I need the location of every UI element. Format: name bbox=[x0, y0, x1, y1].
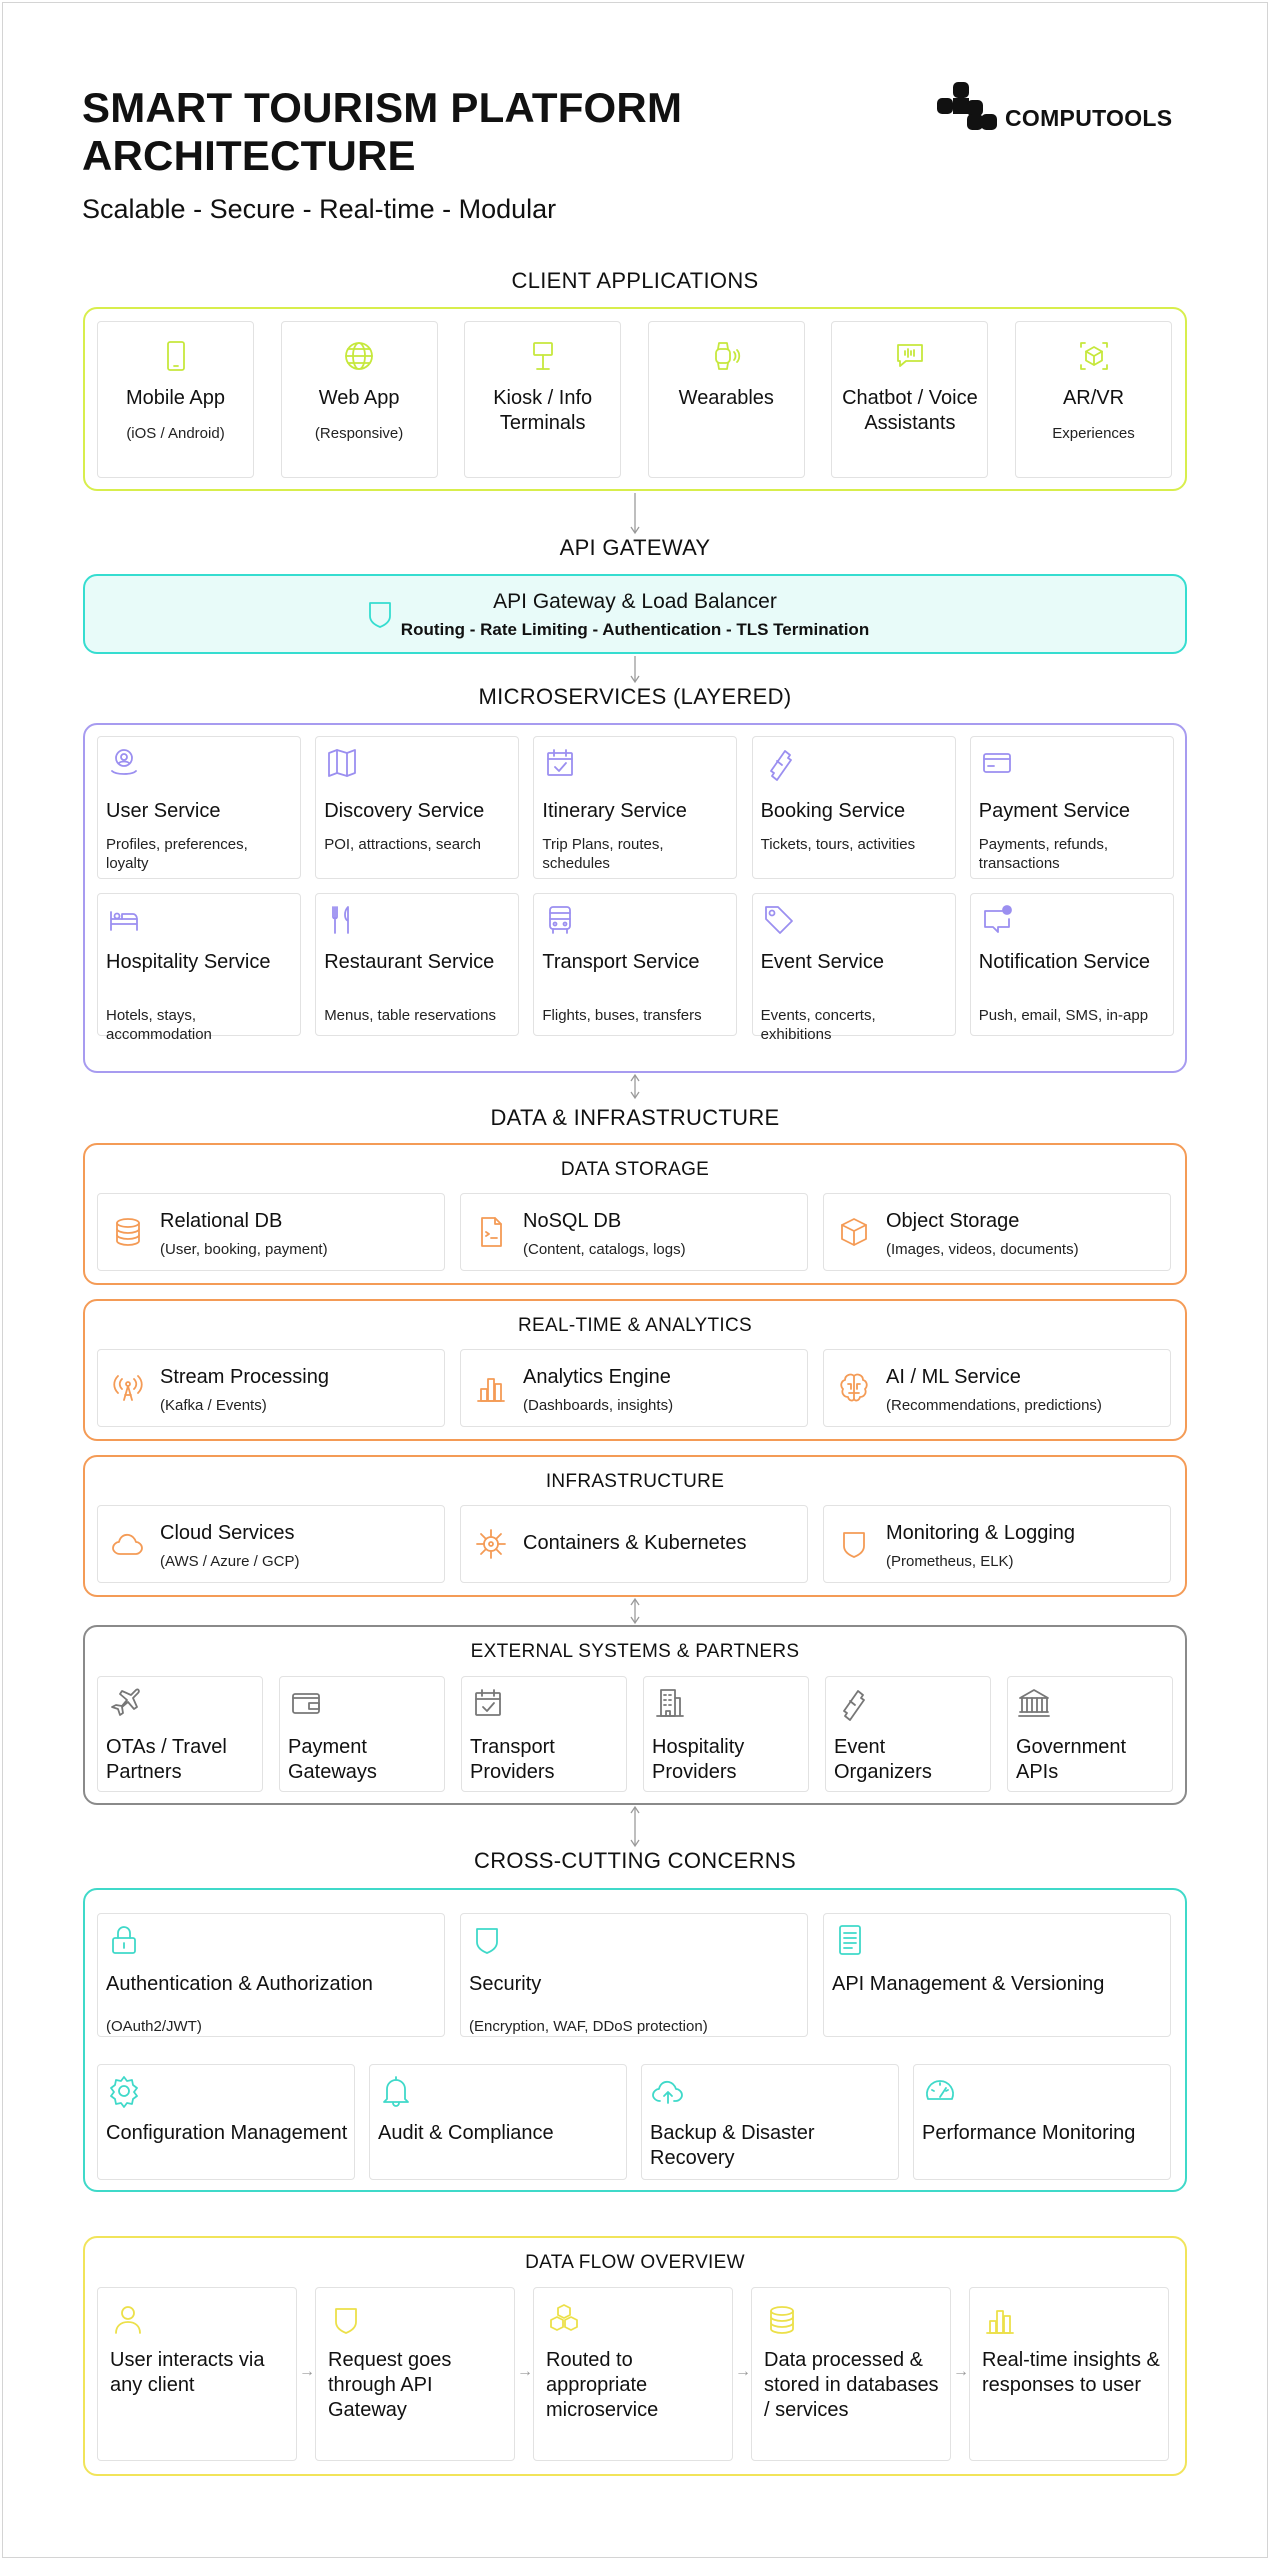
microservice-card bbox=[97, 736, 301, 879]
microservice-description: Trip Plans, routes, schedules bbox=[542, 836, 664, 872]
gear-icon bbox=[106, 2073, 142, 2109]
flow-arrow-icon: → bbox=[299, 2363, 315, 2380]
client-app-subtitle: Experiences bbox=[1052, 425, 1135, 442]
bed-icon bbox=[106, 902, 142, 938]
kiosk-icon bbox=[525, 338, 561, 374]
wallet-icon bbox=[288, 1685, 324, 1721]
microservice-card bbox=[533, 736, 737, 879]
client-app-card bbox=[648, 321, 805, 478]
ticket-icon bbox=[761, 745, 797, 781]
brain-icon bbox=[836, 1370, 872, 1406]
external-partner-card bbox=[1007, 1676, 1173, 1792]
client-app-title: Mobile App bbox=[126, 387, 225, 409]
user-pin-icon bbox=[106, 745, 142, 781]
external-partner-title: OTAs / Travel Partners bbox=[106, 1736, 227, 1783]
data-infra-heading: DATA & INFRASTRUCTURE bbox=[490, 1105, 780, 1130]
helm-icon bbox=[473, 1526, 509, 1562]
document-icon bbox=[473, 1214, 509, 1250]
crosscut-title: Audit & Compliance bbox=[378, 2122, 554, 2144]
client-app-card bbox=[97, 321, 254, 478]
data-infra-card bbox=[460, 1505, 808, 1583]
client-app-title: Web App bbox=[318, 387, 400, 409]
data-storage-heading: DATA STORAGE bbox=[560, 1159, 710, 1180]
external-partner-title: Government APIs bbox=[1016, 1736, 1127, 1783]
crosscut-subtitle: (Encryption, WAF, DDoS protection) bbox=[469, 2018, 708, 2035]
data-flow-step bbox=[533, 2287, 733, 2461]
cloud-icon bbox=[110, 1526, 146, 1562]
gauge-icon bbox=[922, 2073, 958, 2109]
client-apps-heading: CLIENT APPLICATIONS bbox=[511, 268, 759, 293]
data-infra-subtitle: (Prometheus, ELK) bbox=[886, 1553, 1014, 1570]
data-infra-subtitle: (Dashboards, insights) bbox=[523, 1397, 674, 1414]
crosscut-title: Backup & Disaster Recovery bbox=[650, 2122, 815, 2169]
infrastructure-heading: INFRASTRUCTURE bbox=[545, 1471, 725, 1492]
data-infra-title: Stream Processing bbox=[160, 1366, 329, 1388]
client-app-subtitle: (iOS / Android) bbox=[126, 425, 225, 442]
client-app-title: Kiosk / Info Terminals bbox=[493, 387, 593, 434]
data-infra-subtitle: (Images, videos, documents) bbox=[886, 1241, 1079, 1258]
data-infra-card bbox=[97, 1505, 445, 1583]
shield-icon bbox=[836, 1526, 872, 1562]
bar-chart-icon bbox=[982, 2302, 1018, 2338]
client-app-card bbox=[464, 321, 621, 478]
microservice-card bbox=[315, 736, 519, 879]
microservice-description: Push, email, SMS, in-app bbox=[978, 1007, 1149, 1024]
data-infra-subtitle: (Recommendations, predictions) bbox=[886, 1397, 1102, 1414]
external-partner-card bbox=[461, 1676, 627, 1792]
external-partner-card bbox=[643, 1676, 809, 1792]
data-infra-subtitle: (User, booking, payment) bbox=[160, 1241, 328, 1258]
data-flow-step-text: User interacts via any client bbox=[110, 2349, 265, 2396]
microservice-description: Payments, refunds, transactions bbox=[978, 836, 1109, 872]
data-flow-heading: DATA FLOW OVERVIEW bbox=[525, 2252, 745, 2273]
external-partner-card bbox=[279, 1676, 445, 1792]
client-app-card bbox=[1015, 321, 1172, 478]
crosscut-card bbox=[913, 2064, 1171, 2180]
gateway-features: Routing - Rate Limiting - Authentication - TLS Termination bbox=[400, 620, 870, 639]
smartwatch-icon bbox=[708, 338, 744, 374]
external-partner-card bbox=[825, 1676, 991, 1792]
broadcast-icon bbox=[110, 1370, 146, 1406]
logo-text: COMPUTOOLS bbox=[1005, 104, 1173, 131]
ar-cube-icon bbox=[1076, 338, 1112, 374]
database-icon bbox=[110, 1214, 146, 1250]
data-infra-card bbox=[460, 1193, 808, 1271]
tag-icon bbox=[761, 902, 797, 938]
data-infra-title: Analytics Engine bbox=[523, 1366, 671, 1388]
crosscut-title: Security bbox=[469, 1973, 542, 1995]
flow-arrow-icon: → bbox=[953, 2363, 969, 2380]
data-infra-title: AI / ML Service bbox=[886, 1366, 1021, 1388]
chat-voice-icon bbox=[892, 338, 928, 374]
shield-icon bbox=[469, 1922, 505, 1958]
data-flow-step bbox=[969, 2287, 1169, 2461]
user-icon bbox=[110, 2302, 146, 2338]
microservice-description: POI, attractions, search bbox=[324, 836, 481, 853]
page-title: SMART TOURISM PLATFORM ARCHITECTURE bbox=[82, 84, 683, 179]
data-infra-title: Cloud Services bbox=[160, 1522, 295, 1544]
microservice-title: Booking Service bbox=[760, 800, 906, 822]
page-subtitle: Scalable - Secure - Real-time - Modular bbox=[82, 194, 557, 224]
external-partner-title: Payment Gateways bbox=[288, 1736, 377, 1783]
cloud-upload-icon bbox=[650, 2073, 686, 2109]
building-icon bbox=[652, 1685, 688, 1721]
data-infra-title: Containers & Kubernetes bbox=[523, 1532, 747, 1554]
microservices-heading: MICROSERVICES (LAYERED) bbox=[478, 684, 792, 709]
data-infra-subtitle: (Kafka / Events) bbox=[160, 1397, 267, 1414]
microservice-description: Events, concerts, exhibitions bbox=[760, 1007, 876, 1043]
crosscut-card bbox=[641, 2064, 899, 2180]
government-icon bbox=[1016, 1685, 1052, 1721]
microservice-description: Flights, buses, transfers bbox=[542, 1007, 702, 1024]
microservice-description: Hotels, stays, accommodation bbox=[106, 1007, 212, 1043]
crosscut-title: Configuration Management bbox=[106, 2122, 348, 2144]
data-flow-step bbox=[751, 2287, 951, 2461]
bar-chart-icon bbox=[473, 1370, 509, 1406]
gateway-title: API Gateway & Load Balancer bbox=[493, 590, 777, 613]
client-app-subtitle: (Responsive) bbox=[314, 425, 404, 442]
data-flow-step bbox=[97, 2287, 297, 2461]
lock-icon bbox=[106, 1922, 142, 1958]
card-icon bbox=[979, 745, 1015, 781]
notification-icon bbox=[979, 902, 1015, 938]
bell-icon bbox=[378, 2073, 414, 2109]
data-infra-card bbox=[97, 1193, 445, 1271]
microservice-description: Tickets, tours, activities bbox=[760, 836, 916, 853]
crosscut-card bbox=[460, 1913, 808, 2037]
data-flow-step-text: Data processed & stored in databases / services bbox=[764, 2349, 939, 2421]
microservice-title: Hospitality Service bbox=[106, 951, 271, 973]
microservice-title: Event Service bbox=[760, 951, 884, 973]
crosscut-card bbox=[97, 1913, 445, 2037]
data-infra-title: NoSQL DB bbox=[523, 1210, 622, 1232]
crosscut-card bbox=[823, 1913, 1171, 2037]
calendar-check-icon bbox=[542, 745, 578, 781]
client-app-title: Chatbot / Voice Assistants bbox=[842, 387, 978, 434]
external-partner-title: Transport Providers bbox=[470, 1736, 555, 1783]
client-app-title: Wearables bbox=[678, 387, 774, 409]
external-heading: EXTERNAL SYSTEMS & PARTNERS bbox=[470, 1641, 800, 1662]
external-partner-title: Hospitality Providers bbox=[652, 1736, 745, 1783]
external-partner-card bbox=[97, 1676, 263, 1792]
microservice-description: Profiles, preferences, loyalty bbox=[106, 836, 248, 872]
flow-arrow-icon: → bbox=[735, 2363, 751, 2380]
data-infra-title: Object Storage bbox=[886, 1210, 1020, 1232]
microservice-title: Restaurant Service bbox=[324, 951, 495, 973]
data-infra-card bbox=[823, 1349, 1171, 1427]
data-flow-step-text: Real-time insights & responses to user bbox=[982, 2349, 1160, 2396]
crosscut-title: Performance Monitoring bbox=[922, 2122, 1136, 2144]
smartphone-icon bbox=[158, 338, 194, 374]
client-app-card bbox=[281, 321, 438, 478]
data-infra-subtitle: (Content, catalogs, logs) bbox=[523, 1241, 686, 1258]
crosscut-card bbox=[97, 2064, 355, 2180]
crosscut-card bbox=[369, 2064, 627, 2180]
microservice-description: Menus, table reservations bbox=[324, 1007, 496, 1024]
cubes-icon bbox=[546, 2302, 582, 2338]
airplane-icon bbox=[106, 1685, 142, 1721]
microservice-title: Itinerary Service bbox=[542, 800, 687, 822]
cutlery-icon bbox=[324, 902, 360, 938]
data-infra-subtitle: (AWS / Azure / GCP) bbox=[160, 1553, 300, 1570]
crosscut-subtitle: (OAuth2/JWT) bbox=[106, 2018, 202, 2035]
shield-icon bbox=[328, 2302, 364, 2338]
map-icon bbox=[324, 745, 360, 781]
microservice-card bbox=[752, 736, 956, 879]
data-flow-step-text: Request goes through API Gateway bbox=[328, 2349, 452, 2421]
bus-icon bbox=[542, 902, 578, 938]
microservice-title: Notification Service bbox=[978, 951, 1150, 973]
box-icon bbox=[836, 1214, 872, 1250]
microservice-title: Transport Service bbox=[542, 951, 700, 973]
microservice-card bbox=[752, 893, 956, 1043]
data-infra-title: Relational DB bbox=[160, 1210, 283, 1232]
globe-icon bbox=[341, 338, 377, 374]
data-infra-card bbox=[823, 1193, 1171, 1271]
calendar-check-icon bbox=[470, 1685, 506, 1721]
gateway-heading: API GATEWAY bbox=[559, 535, 711, 560]
microservice-card bbox=[970, 893, 1174, 1036]
microservice-title: Discovery Service bbox=[324, 800, 485, 822]
crosscut-title: API Management & Versioning bbox=[832, 1973, 1105, 1995]
crosscut-heading: CROSS-CUTTING CONCERNS bbox=[474, 1848, 796, 1873]
data-infra-card bbox=[823, 1505, 1171, 1583]
data-flow-step bbox=[315, 2287, 515, 2461]
flow-arrow-icon: → bbox=[517, 2363, 533, 2380]
data-infra-title: Monitoring & Logging bbox=[886, 1522, 1076, 1544]
realtime-analytics-heading: REAL-TIME & ANALYTICS bbox=[517, 1315, 752, 1336]
database-icon bbox=[764, 2302, 800, 2338]
file-text-icon bbox=[832, 1922, 868, 1958]
microservice-card bbox=[97, 893, 301, 1043]
data-infra-card bbox=[97, 1349, 445, 1427]
microservice-title: User Service bbox=[106, 800, 221, 822]
microservice-card bbox=[970, 736, 1174, 879]
microservice-card bbox=[315, 893, 519, 1036]
client-app-title: AR/VR bbox=[1062, 387, 1125, 409]
data-infra-card bbox=[460, 1349, 808, 1427]
microservice-title: Payment Service bbox=[978, 800, 1130, 822]
ticket-icon bbox=[834, 1685, 870, 1721]
microservice-card bbox=[533, 893, 737, 1036]
crosscut-title: Authentication & Authorization bbox=[106, 1973, 373, 1995]
external-partner-title: Event Organizers bbox=[834, 1736, 932, 1783]
data-flow-step-text: Routed to appropriate microservice bbox=[546, 2349, 659, 2421]
client-app-card bbox=[831, 321, 988, 478]
